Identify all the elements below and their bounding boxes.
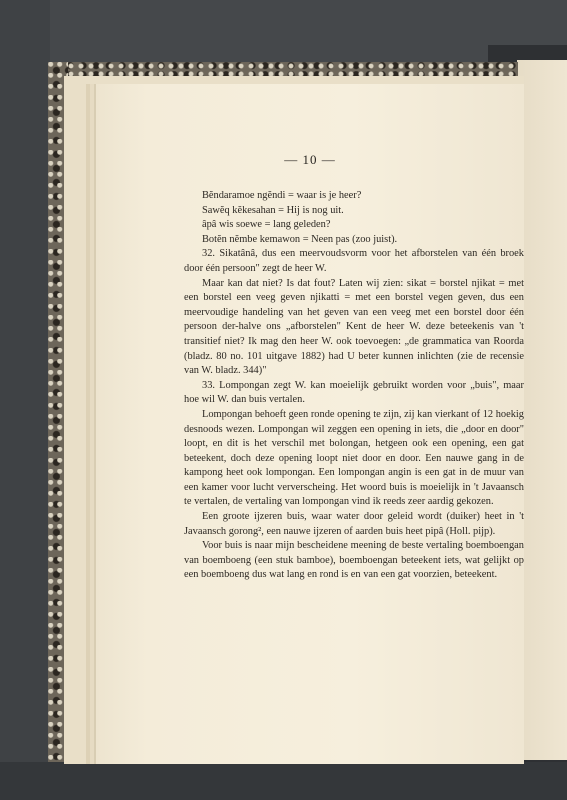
example-line-4: Botĕn nĕmbe kemawon = Neen pas (zoo juist). xyxy=(202,233,398,245)
dialogue-examples xyxy=(184,189,524,247)
adjacent-book-pages xyxy=(517,60,567,760)
page-text xyxy=(184,189,524,583)
book-page xyxy=(96,84,524,764)
page-number: — 10 — xyxy=(284,152,336,167)
background-top xyxy=(0,0,567,70)
paragraph-33: 33. Lompongan zegt W. kan moeielijk gebruikt worden voor „buis", maar hoe wil W. dan buis vertalen. xyxy=(184,379,524,406)
paragraph-buis: Een groote ijzeren buis, waar water door geleid wordt (duiker) heet in 't Javaansch gorong², een nauwe ijzeren of aarden buis heet pipâ (Holl. pijp). xyxy=(184,511,524,537)
paragraph-lompongan: Lompongan behoeft geen ronde opening te zijn, zij kan vierkant of 12 hoekig desnoods wezen. Lompongan wil zeggen een opening in iets, die „door en door" loopt, en dit is het verschil met bolongan, hetgeen ook een opening, een gat beteekent, doch deze opening loopt niet door en door. Een nauwe gang in de kampong heet ook lompongan. Een lompongan angin is een gat in de muur van een kamer voor lucht ververscheing. Het woord buis is moeielijk in 't Javaansch te vertalen, de vertaling van lompongan vind ik reeds zeer aardig gekozen. xyxy=(184,408,524,508)
example-line-1: Bĕndaramoe ngĕndi = waar is je heer? xyxy=(202,190,362,201)
paragraph-maar-kan-dat-niet: Maar kan dat niet? Is dat fout? Laten wij zien: sikat = borstel njikat = met een borstel een veeg geven njikatti = met een borstel vegen geven, dus een meervoudige handeling van het geven van een veeg met een borstel door één persoon der-halve ons „afborstelen" Kent de heer W. deze beteekenis van 't transitief niet? Ik mag den heer W. ook toevoegen: „de grammatica van Roorda (bladz. 80 no. 101 uitgave 1882) had U beter kunnen inlichten (zie de recensie van W. bladz. 344)" xyxy=(184,277,524,377)
paragraph-voor-buis: Voor buis is naar mijn bescheidene meening de beste vertaling boemboengan van boemboeng (een stuk bamboe), boemboengan beteekent iets, wat gelijkt op een boemboeng dus wat lang en rond is en van een gat voorzien, beteekent. xyxy=(184,540,524,581)
background-bottom xyxy=(0,762,567,800)
example-line-3: âpâ wis soewe = lang geleden? xyxy=(202,219,331,231)
book-cover-left xyxy=(0,0,50,800)
paragraph-32: 32. Sikatânâ, dus een meervoudsvorm voor het afborstelen van één broek door één persoon" zegt de heer W. xyxy=(184,248,524,274)
example-line-2: Sawĕq kĕkesahan = Hij is nog uit. xyxy=(202,204,344,216)
